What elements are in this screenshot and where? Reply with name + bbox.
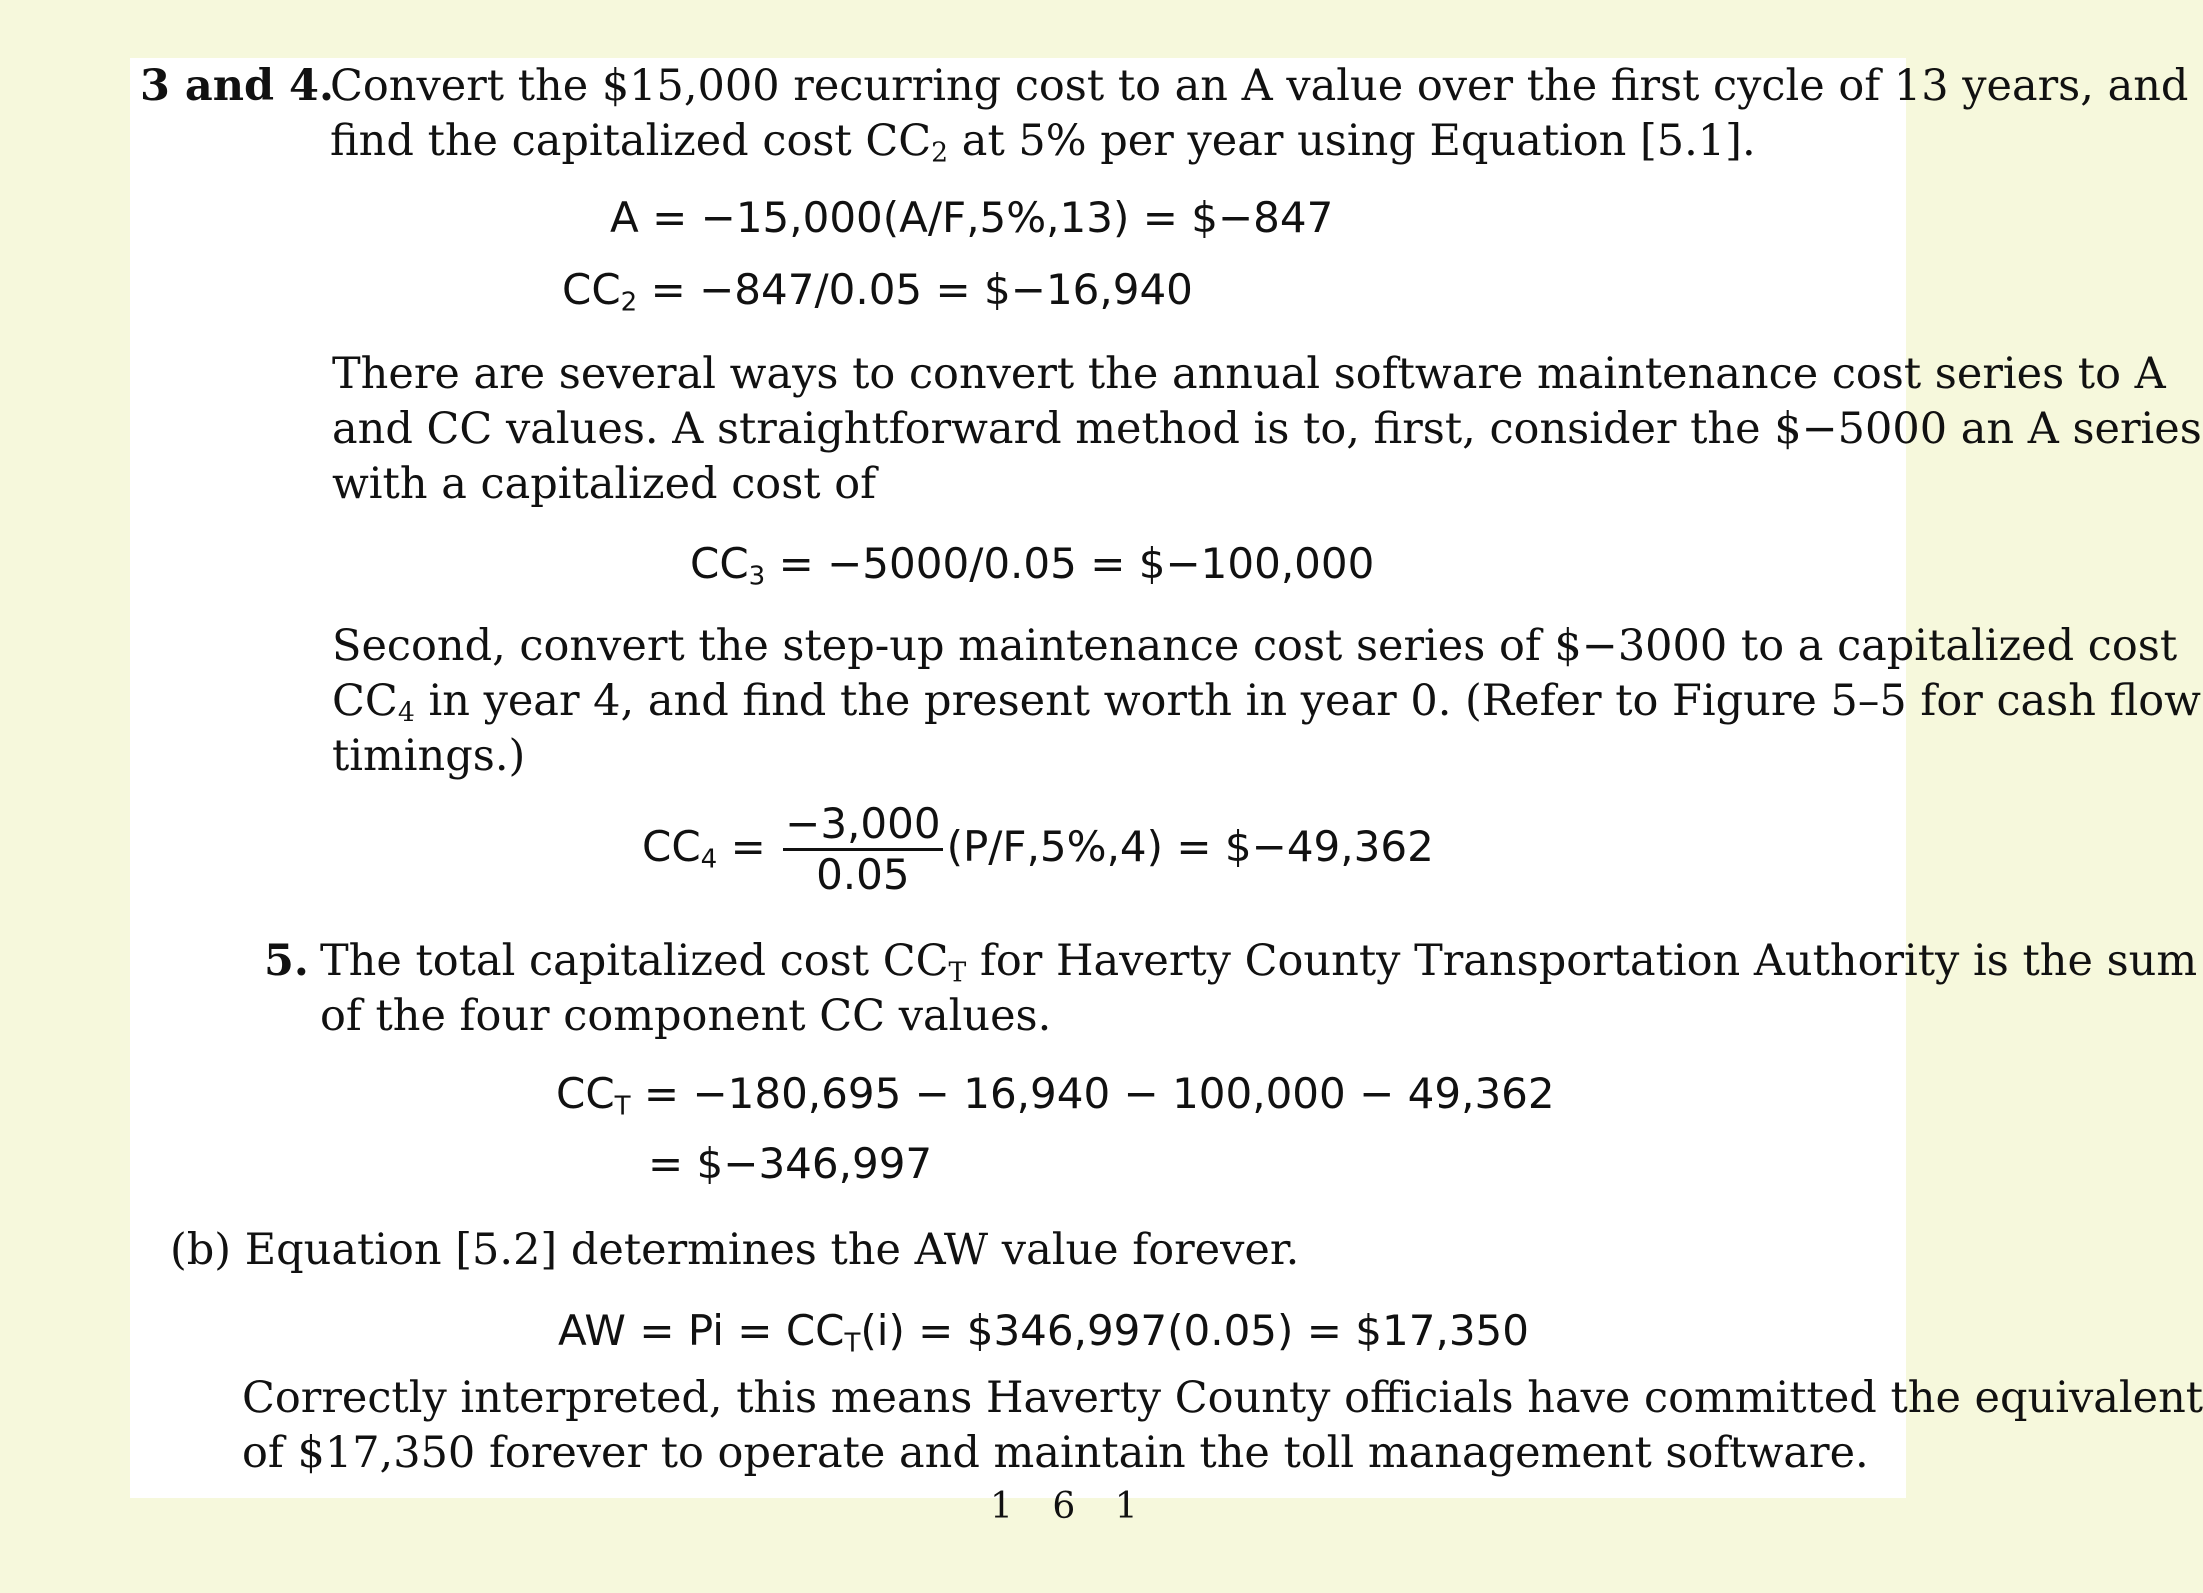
equation-cc3: $CC_3 = -5000/0.05$ = $−100,000 bbox=[690, 539, 1375, 592]
conclusion-line-2: of $17,350 forever to operate and maintain the toll management software. bbox=[242, 1428, 1869, 1478]
equation-aw: AW = $Pi = CC_T(i)$ = $346,997(0.05) = $17,350 bbox=[558, 1306, 1529, 1359]
paragraph-2-line-1: There are several ways to convert the annual software maintenance cost series to A bbox=[332, 349, 2166, 399]
paragraph-2-line-3: with a capitalized cost of bbox=[332, 459, 877, 509]
step-3-4-line-2: find the capitalized cost $CC_2$ at 5% per year using Equation [5.1]. bbox=[330, 116, 1756, 169]
step-5-line-2: of the four component CC values. bbox=[320, 991, 1052, 1041]
paragraph-2-line-2: and CC values. A straightforward method is to, first, consider the $−5000 an A series bbox=[332, 404, 2202, 454]
step-3-4-line-1: Convert the $15,000 recurring cost to an A value over the first cycle of 13 years, and bbox=[330, 61, 2189, 111]
step-3-4-label: 3 and 4. bbox=[140, 61, 334, 111]
equation-cc2: $CC_2 = -847/0.05$ = $−16,940 bbox=[562, 265, 1193, 318]
part-b-line: (b) Equation [5.2] determines the AW value forever. bbox=[170, 1225, 1300, 1275]
step-5-line-1: The total capitalized cost $CC_T$ for Haverty County Transportation Authority is the sum bbox=[320, 936, 2198, 989]
equation-cc4: $CC_4$ = $\frac{-3,000}{0.05}$ (P/F,5%,4) = $−49,362 bbox=[642, 799, 1434, 899]
equation-cct: $CC_T = -180,695 - 16,940 - 100,000 - 49,362$ bbox=[556, 1069, 1555, 1122]
equation-a: A = −15,000(A/F,5%,13) = $−847 bbox=[610, 193, 1334, 242]
page-number: 1 6 1 bbox=[990, 1486, 1152, 1527]
paragraph-3-line-2: $CC_4$ in year 4, and find the present worth in year 0. (Refer to Figure 5–5 for cash flow bbox=[332, 676, 2201, 729]
step-5-label: 5. bbox=[264, 936, 309, 986]
paragraph-3-line-1: Second, convert the step-up maintenance cost series of $−3000 to a capitalized cost bbox=[332, 621, 2178, 671]
cc4-fraction: $\frac{-3,000}{0.05}$ bbox=[785, 799, 941, 899]
equation-cct-total: = $−346,997 bbox=[648, 1139, 933, 1188]
conclusion-line-1: Correctly interpreted, this means Haverty County officials have committed the equivalent bbox=[242, 1373, 2203, 1423]
paragraph-3-line-3: timings.) bbox=[332, 731, 526, 781]
